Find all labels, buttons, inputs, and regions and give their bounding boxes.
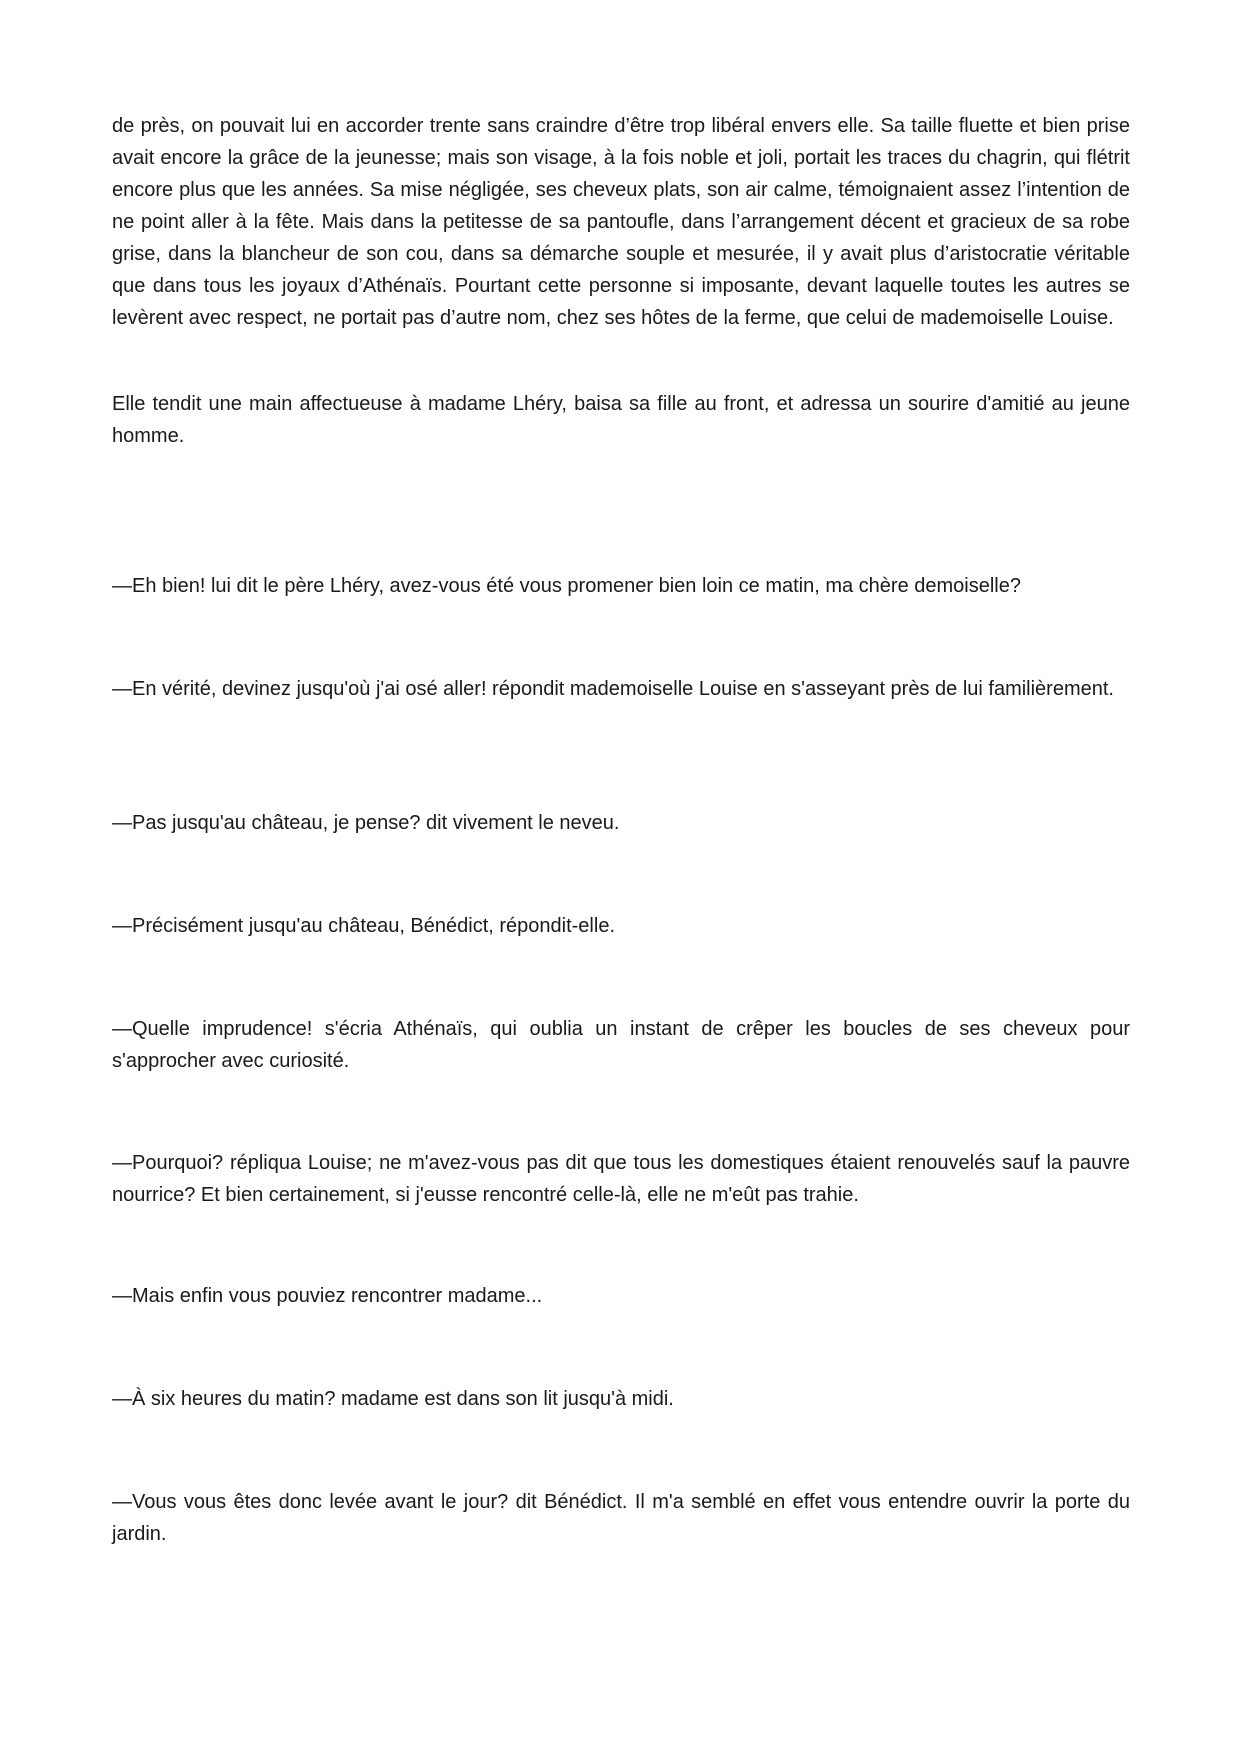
- paragraph-dialogue-lhery: —Eh bien! lui dit le père Lhéry, avez-vous été vous promener bien loin ce matin, ma chère demoiselle?: [112, 575, 1021, 597]
- paragraph-dialogue-neveu: —Pas jusqu'au château, je pense? dit vivement le neveu.: [112, 812, 620, 834]
- paragraph-dialogue-madame: —Mais enfin vous pouviez rencontrer madame...: [112, 1285, 543, 1307]
- paragraph-dialogue-louise-3: —Pourquoi? répliqua Louise; ne m'avez-vous pas dit que tous les domestiques étaient renouvelés sauf la pauvre nourrice? Et bien certainement, si j'eusse rencontré celle-là, elle ne m'eût pas trahie.: [112, 1152, 1130, 1206]
- paragraph-dialogue-louise-2: —Précisément jusqu'au château, Bénédict, répondit-elle.: [112, 915, 615, 937]
- paragraph-dialogue-athenais: —Quelle imprudence! s'écria Athénaïs, qui oublia un instant de crêper les boucles de ses cheveux pour s'approcher avec curiosité.: [112, 1018, 1130, 1072]
- paragraph-louise-description: de près, on pouvait lui en accorder trente sans craindre d’être trop libéral envers elle. Sa taille fluette et bien prise avait encore la grâce de la jeunesse; mais son visage, à la fois noble et joli, portait les traces du chagrin, qui flétrit encore plus que les années. Sa mise négligée, ses cheveux plats, son air calme, témoignaient assez l’intention de ne point aller à la fête. Mais dans la petitesse de sa pantoufle, dans l’arrangement décent et gracieux de sa robe grise, dans la blancheur de son cou, dans sa démarche souple et mesurée, il y avait plus d’aristocratie véritable que dans tous les joyaux d’Athénaïs. Pourtant cette personne si imposante, devant laquelle toutes les autres se levèrent avec respect, ne portait pas d’autre nom, chez ses hôtes de la ferme, que celui de mademoiselle Louise.: [112, 115, 1130, 329]
- paragraph-dialogue-six-heures: —À six heures du matin? madame est dans son lit jusqu'à midi.: [112, 1388, 674, 1410]
- paragraph-greeting: Elle tendit une main affectueuse à madame Lhéry, baisa sa fille au front, et adressa un sourire d'amitié au jeune homme.: [112, 393, 1130, 447]
- paragraph-dialogue-benedict: —Vous vous êtes donc levée avant le jour? dit Bénédict. Il m'a semblé en effet vous entendre ouvrir la porte du jardin.: [112, 1491, 1130, 1545]
- paragraph-dialogue-louise-1: —En vérité, devinez jusqu'où j'ai osé aller! répondit mademoiselle Louise en s'asseyant près de lui familièrement.: [112, 678, 1114, 700]
